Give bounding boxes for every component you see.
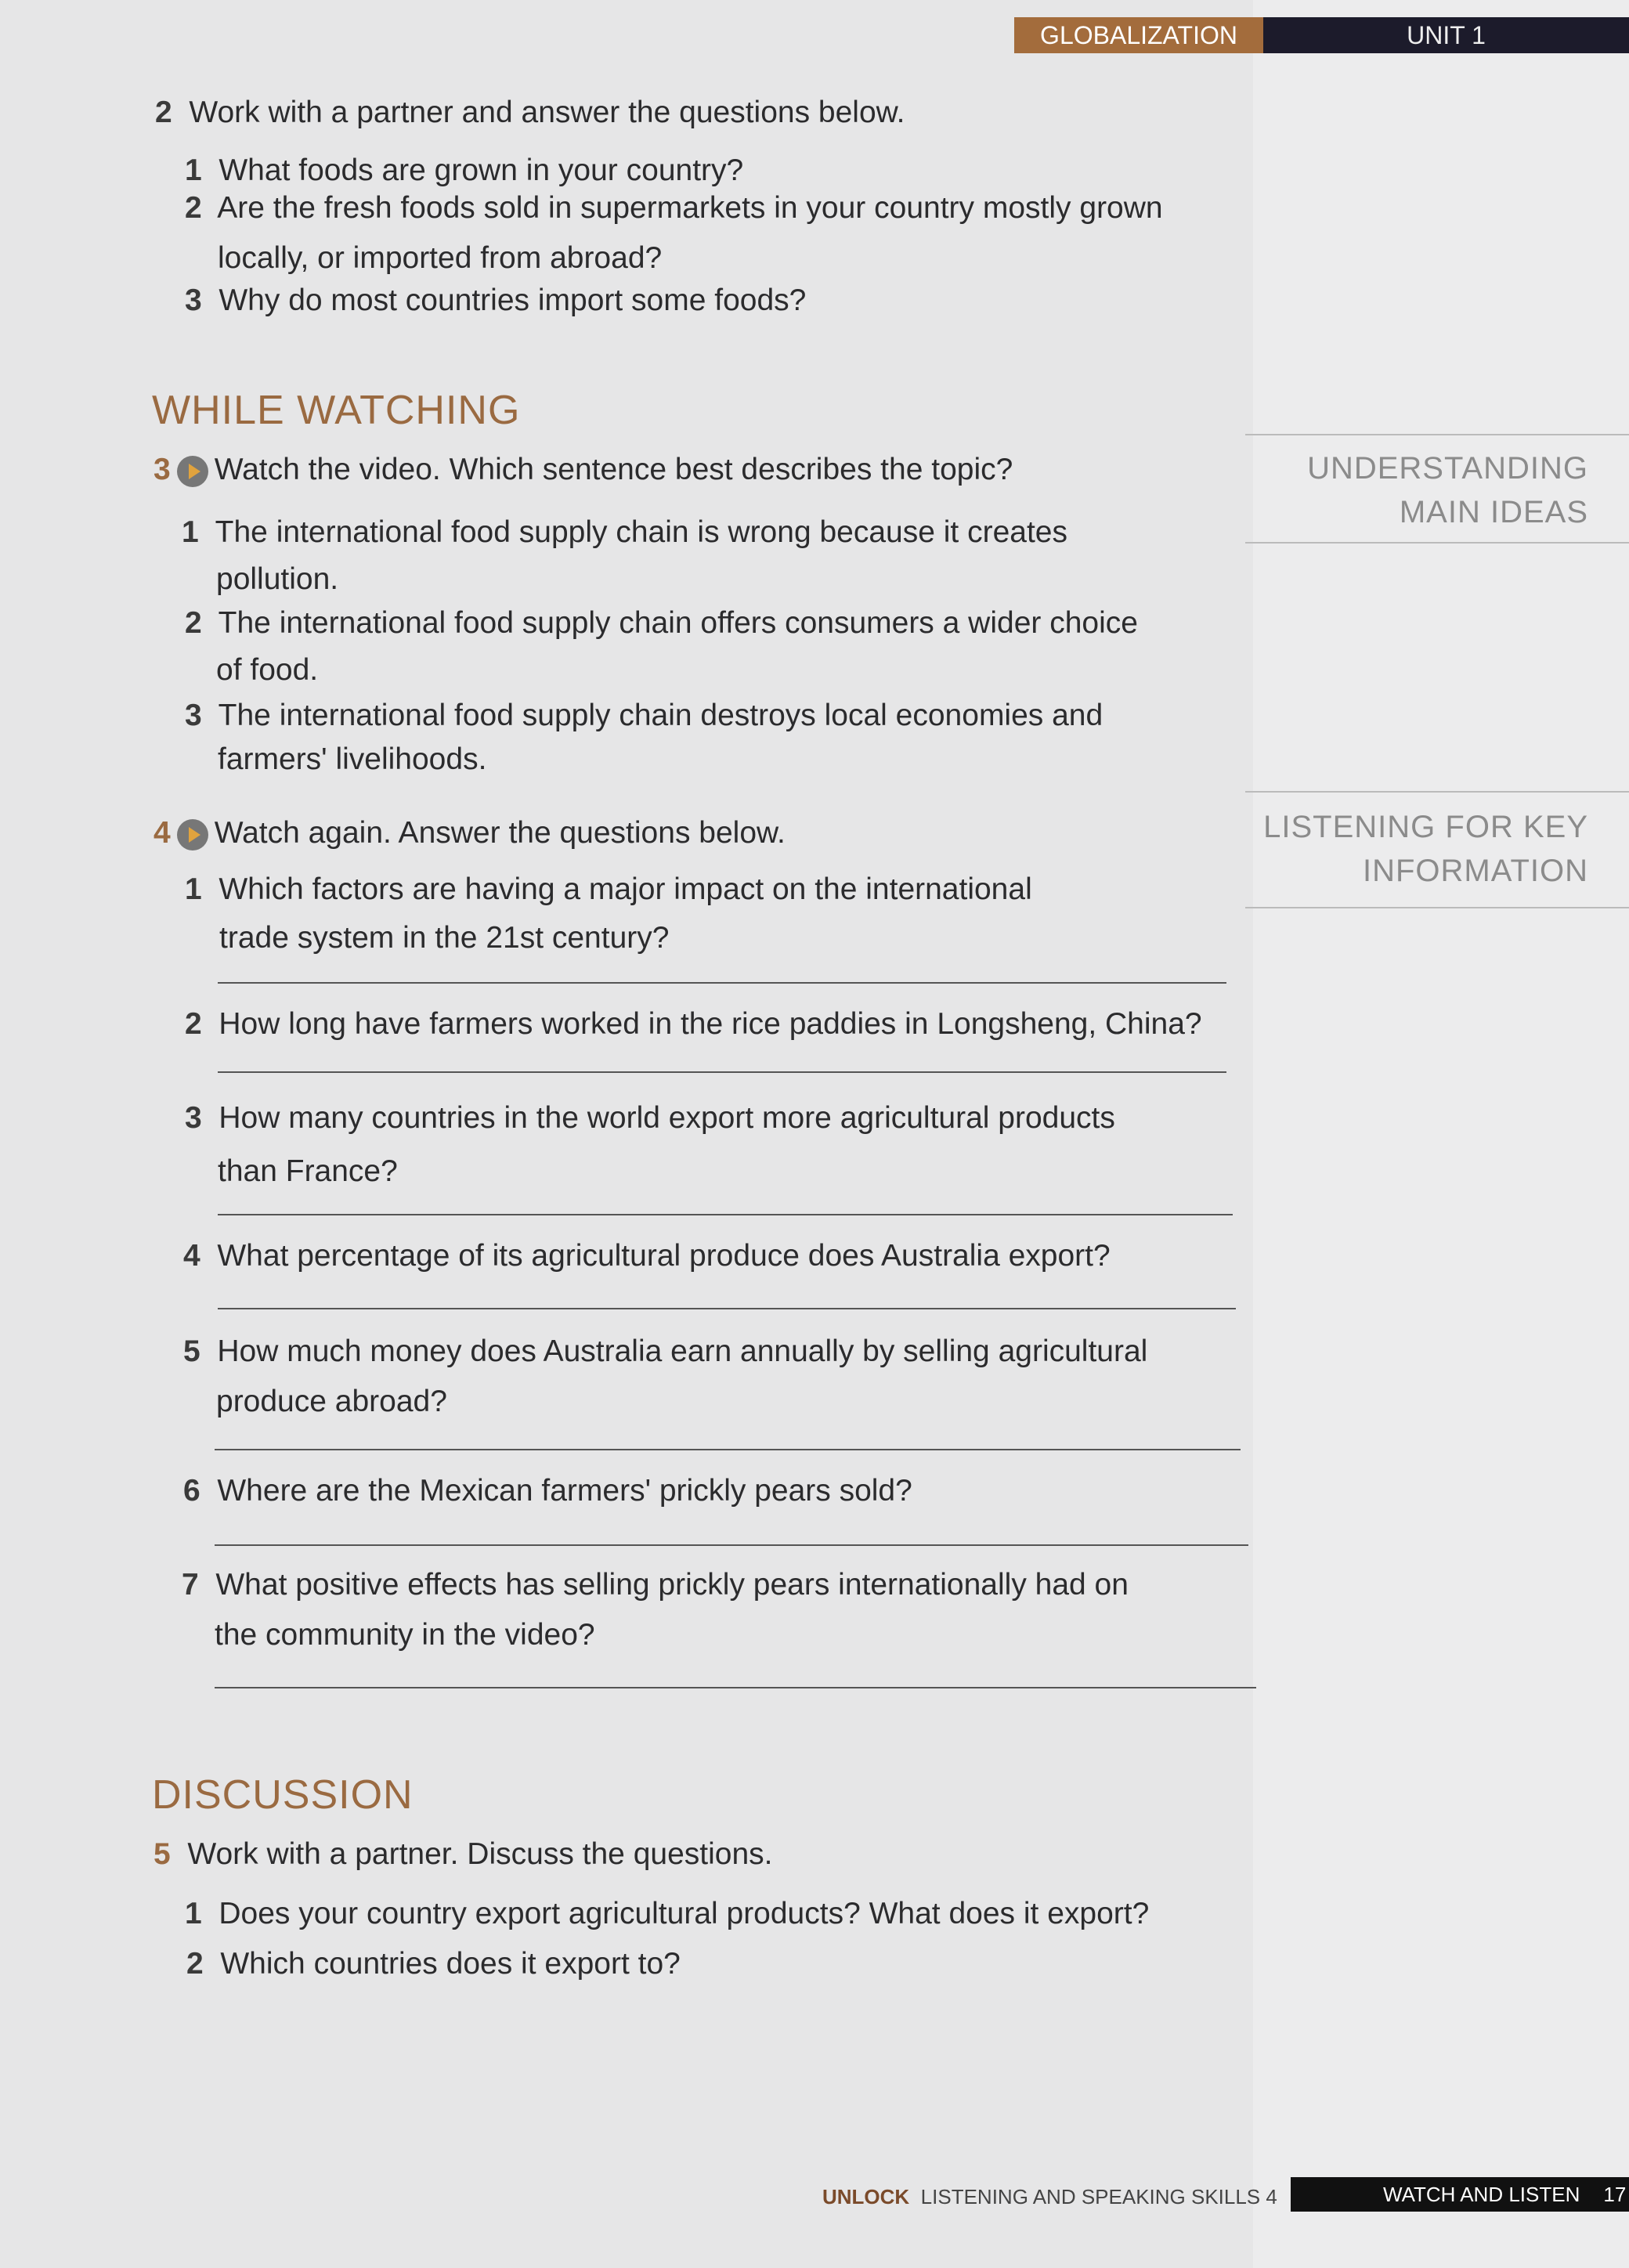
answer-line[interactable] (215, 1449, 1241, 1450)
exercise-5-instruction: 5 Work with a partner. Discuss the questions. (154, 1837, 773, 1871)
divider (1245, 791, 1629, 793)
footer-series: UNLOCK LISTENING AND SPEAKING SKILLS 4 (822, 2185, 1277, 2208)
skill-label-listening-for-key-information: LISTENING FOR KEY INFORMATION (1263, 810, 1588, 888)
answer-line[interactable] (218, 1071, 1226, 1073)
question-continuation: produce abroad? (216, 1385, 447, 1418)
play-video-icon (177, 819, 208, 850)
exercise-3-instruction: 3 Watch the video. Which sentence best describes the topic? (154, 453, 1013, 486)
list-item-continuation: of food. (216, 653, 319, 687)
question-continuation: trade system in the 21st century? (219, 921, 670, 955)
question-item: 7 What positive effects has selling prickly pears internationally had on (182, 1568, 1129, 1602)
question-item: 6 Where are the Mexican farmers' prickly pears sold? (183, 1474, 912, 1508)
question-item: 2 How long have farmers worked in the rice paddies in Longsheng, China? (185, 1007, 1202, 1041)
question-item: 1 Which factors are having a major impact on the international (185, 872, 1032, 906)
list-item-continuation: farmers' livelihoods. (218, 742, 487, 776)
question-item: 5 How much money does Australia earn annually by selling agricultural (183, 1334, 1148, 1368)
divider (1245, 434, 1629, 435)
question-continuation: the community in the video? (215, 1618, 595, 1652)
section-heading-while-watching: WHILE WATCHING (152, 388, 521, 433)
exercise-2-instruction: 2 Work with a partner and answer the questions below. (155, 96, 905, 129)
list-item: 3 The international food supply chain destroys local economies and (185, 699, 1103, 732)
answer-line[interactable] (218, 982, 1226, 984)
list-item: 2 Are the fresh foods sold in supermarkets in your country mostly grown (185, 191, 1163, 225)
unit-banner: UNIT 1 (1263, 17, 1629, 53)
unit-topic-banner: GLOBALIZATION (1014, 17, 1263, 53)
list-item: 2 The international food supply chain offers consumers a wider choice (185, 606, 1138, 640)
list-item: 3 Why do most countries import some foods? (185, 284, 807, 317)
question-item: 4 What percentage of its agricultural produce does Australia export? (183, 1239, 1111, 1273)
list-item: 1 The international food supply chain is wrong because it creates (182, 515, 1067, 549)
list-item: 1 What foods are grown in your country? (185, 153, 744, 187)
answer-line[interactable] (218, 1308, 1236, 1309)
play-video-icon (177, 456, 208, 487)
divider (1245, 907, 1629, 908)
margin-column (1253, 0, 1629, 2268)
answer-line[interactable] (215, 1687, 1256, 1688)
footer-section-bar: WATCH AND LISTEN 17 (1291, 2177, 1629, 2212)
answer-line[interactable] (215, 1544, 1248, 1546)
answer-line[interactable] (218, 1214, 1233, 1215)
list-item-continuation: locally, or imported from abroad? (218, 241, 663, 275)
question-continuation: than France? (218, 1154, 398, 1188)
list-item-continuation: pollution. (216, 562, 339, 596)
page-number: 17 (1603, 2183, 1627, 2206)
section-heading-discussion: DISCUSSION (152, 1772, 414, 1818)
divider (1245, 542, 1629, 544)
list-item: 2 Which countries does it export to? (186, 1947, 681, 1981)
question-item: 3 How many countries in the world export more agricultural products (185, 1101, 1115, 1135)
list-item: 1 Does your country export agricultural products? What does it export? (185, 1897, 1150, 1930)
skill-label-understanding-main-ideas: UNDERSTANDING MAIN IDEAS (1307, 451, 1588, 529)
exercise-4-instruction: 4 Watch again. Answer the questions below. (154, 816, 786, 850)
